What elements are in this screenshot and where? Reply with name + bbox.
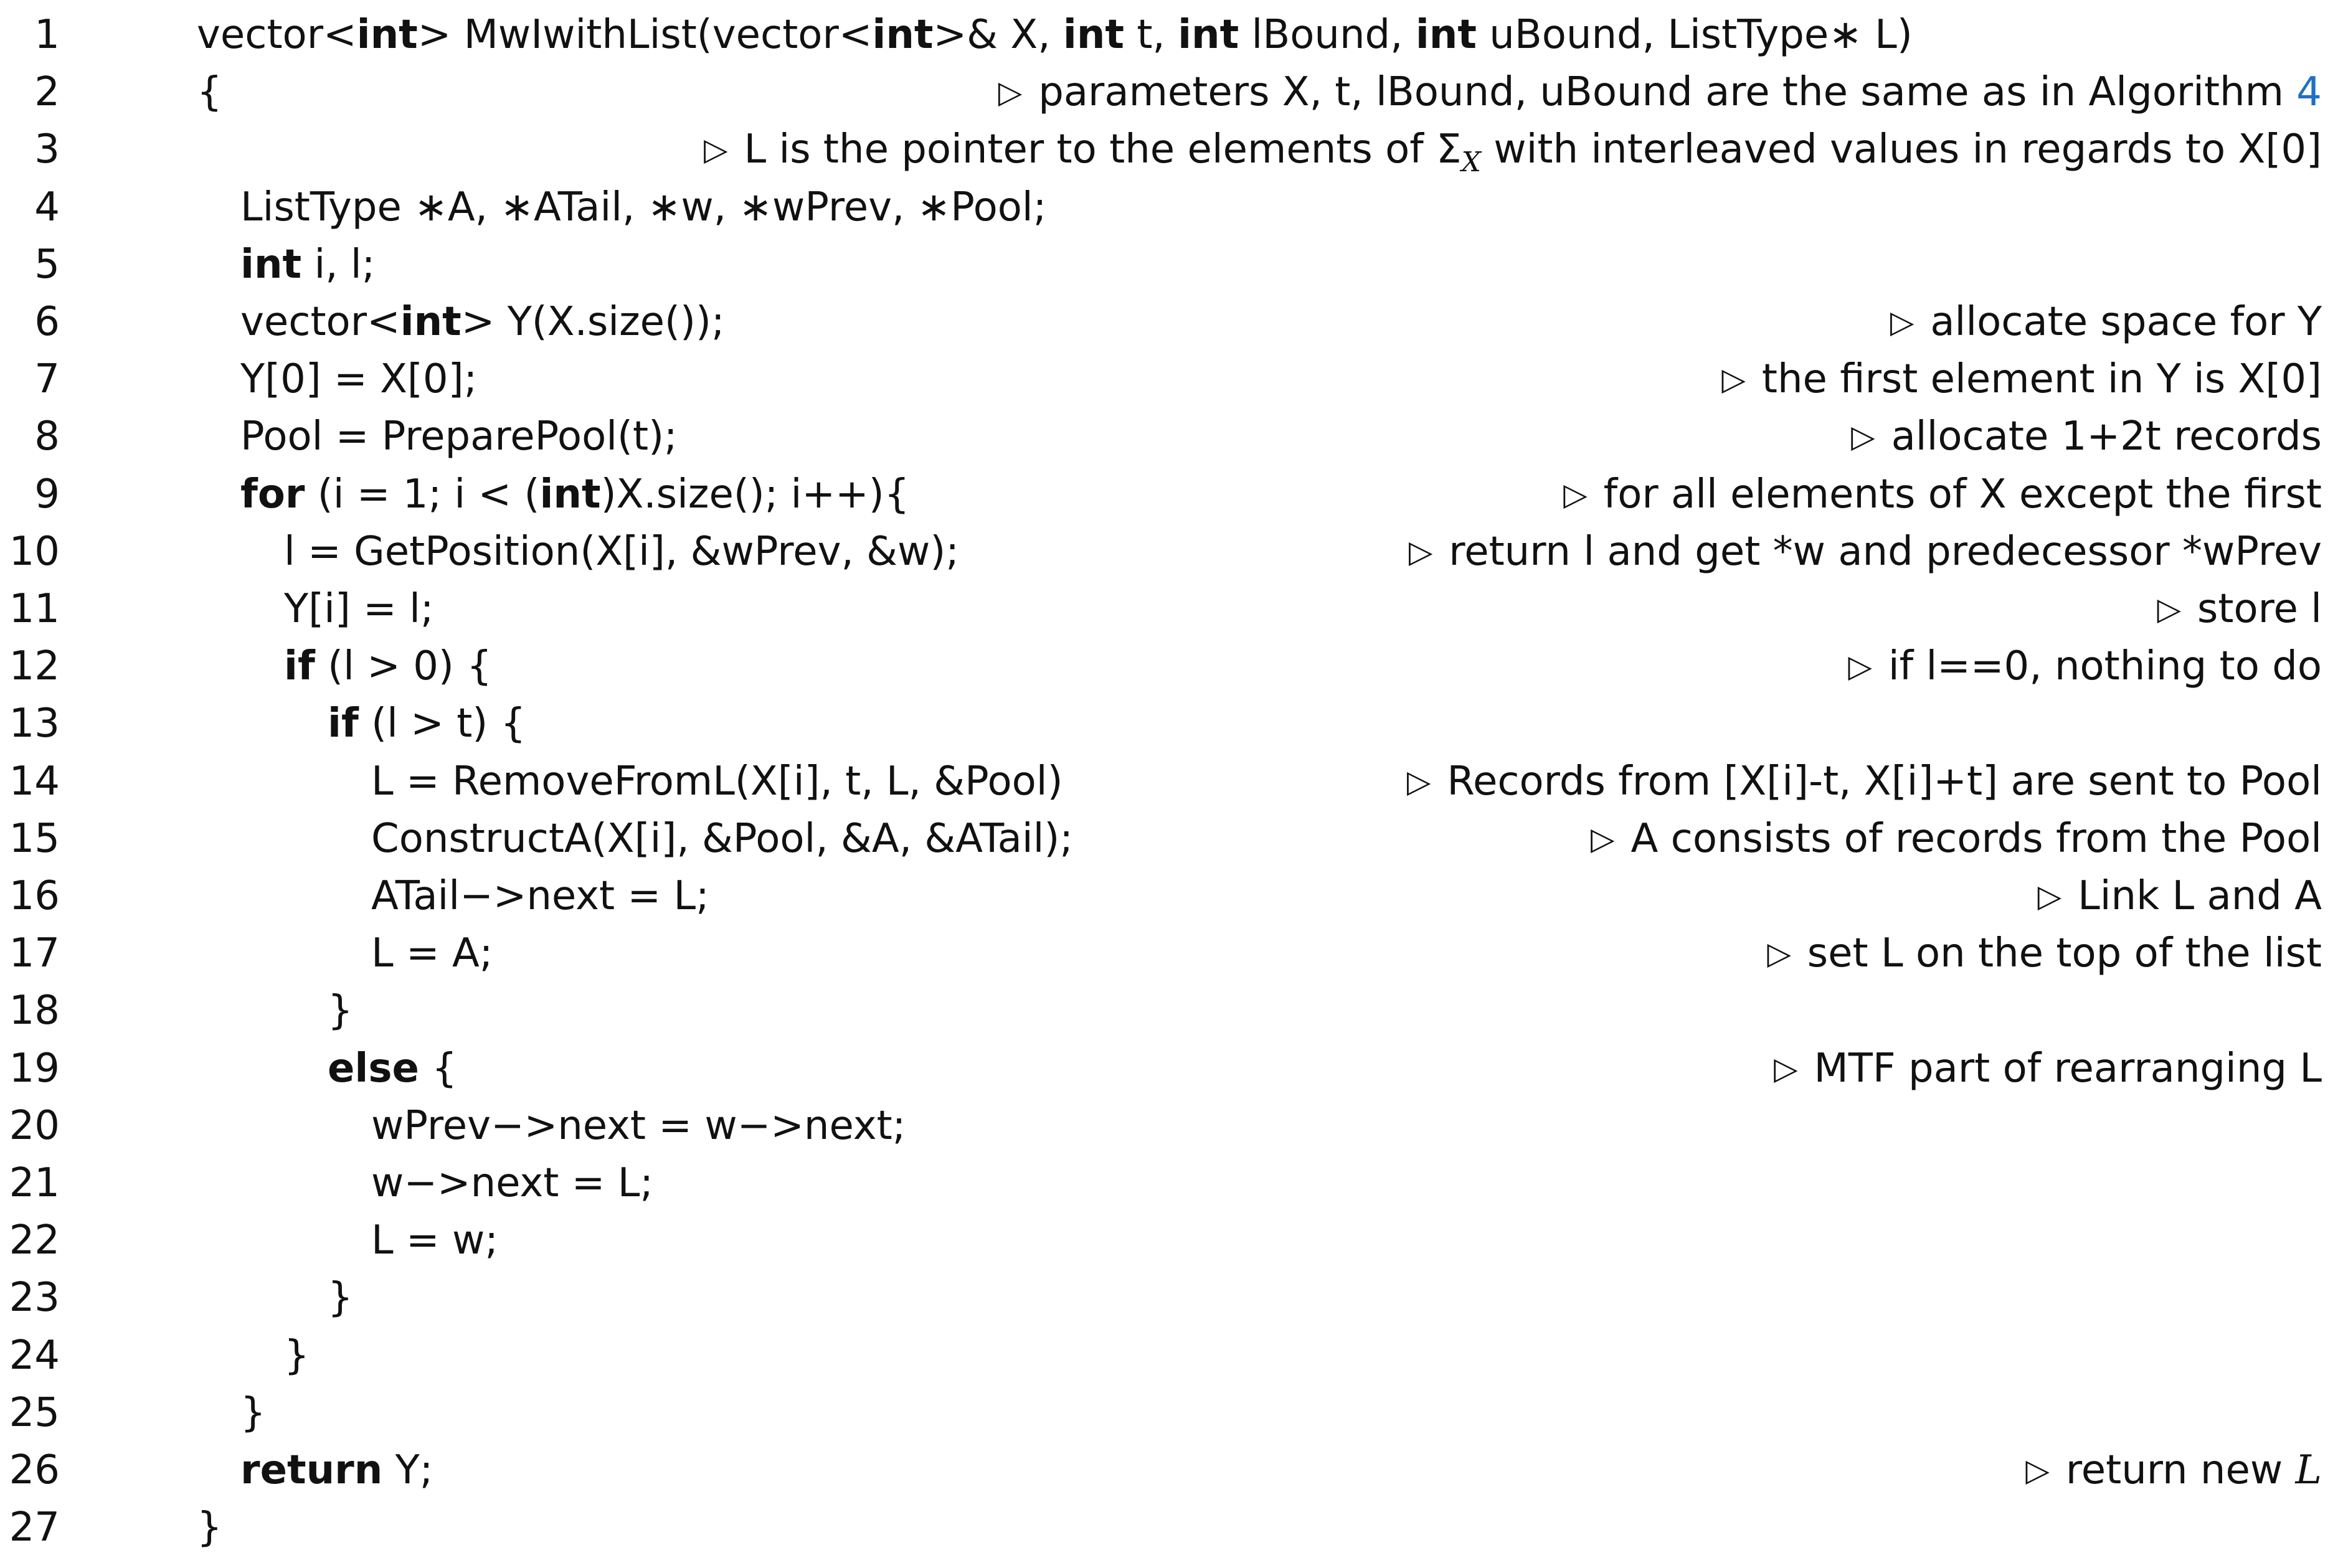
code-comment <box>998 64 2322 121</box>
line-number: 15 <box>9 815 60 862</box>
line-number: 23 <box>9 1275 60 1321</box>
code-line <box>0 810 2338 867</box>
code-comment <box>704 121 2322 178</box>
comment-triangle-icon: ▷ <box>1721 361 1746 398</box>
code-text: } <box>328 988 353 1034</box>
code-line <box>0 64 2338 121</box>
code-text: with interleaved values in regards to X[0] <box>1480 126 2322 173</box>
keyword: int <box>1415 12 1477 58</box>
code-statement <box>371 753 1063 810</box>
code-statement <box>240 236 375 293</box>
code-statement <box>240 1442 433 1499</box>
comment-triangle-icon: ▷ <box>2037 878 2062 914</box>
line-number: 12 <box>9 643 60 690</box>
code-comment <box>1591 810 2322 867</box>
line-number: 13 <box>9 701 60 747</box>
code-text: } <box>328 1275 353 1321</box>
code-text: (i = 1; i < ( <box>305 471 540 517</box>
code-text: return new <box>2065 1447 2296 1493</box>
code-line <box>0 1097 2338 1155</box>
code-text: } <box>197 1504 222 1551</box>
code-statement <box>371 1097 906 1155</box>
comment-triangle-icon: ▷ <box>1563 476 1588 512</box>
code-text: allocate 1+2t records <box>1891 413 2322 460</box>
code-line <box>0 1384 2338 1442</box>
comment-triangle-icon: ▷ <box>1408 533 1433 570</box>
code-text: L = w; <box>371 1217 498 1264</box>
keyword: if <box>284 643 315 690</box>
code-statement <box>284 523 959 580</box>
code-text: L = A; <box>371 930 493 977</box>
code-line <box>0 580 2338 638</box>
code-text: allocate space for Y <box>1930 299 2322 345</box>
code-statement <box>197 1499 222 1556</box>
code-text: A consists of records from the Pool <box>1630 815 2322 862</box>
code-comment <box>1721 351 2322 408</box>
code-line <box>0 466 2338 523</box>
line-number: 22 <box>9 1217 60 1264</box>
keyword: int <box>240 241 302 288</box>
code-comment <box>1767 925 2322 982</box>
code-comment <box>2038 867 2322 925</box>
line-number: 16 <box>9 873 60 919</box>
code-text: Records from [X[i]-t, X[i]+t] are sent to Pool <box>1447 758 2322 805</box>
code-comment <box>1563 466 2322 523</box>
code-line <box>0 408 2338 465</box>
code-text: ConstructA(X[i], &Pool, &A, &ATail); <box>371 815 1073 862</box>
code-line <box>0 1155 2338 1212</box>
code-line <box>0 695 2338 752</box>
line-number: 19 <box>9 1045 60 1092</box>
line-number: 8 <box>34 413 60 460</box>
keyword: int <box>400 299 461 345</box>
comment-triangle-icon: ▷ <box>1848 648 1872 685</box>
code-text: (l > t) { <box>358 701 526 747</box>
line-number: 14 <box>9 758 60 805</box>
subscript: X <box>1461 146 1481 179</box>
keyword: for <box>240 471 305 517</box>
code-statement <box>371 867 709 925</box>
code-text: vector< <box>197 12 357 58</box>
keyword: int <box>539 471 601 517</box>
code-line <box>0 1499 2338 1556</box>
code-line <box>0 523 2338 580</box>
code-line <box>0 1040 2338 1097</box>
code-statement <box>240 466 909 523</box>
line-number: 21 <box>9 1160 60 1206</box>
code-text: > Y(X.size()); <box>461 299 725 345</box>
code-comment <box>1409 523 2322 580</box>
line-number: 9 <box>34 471 60 517</box>
code-line <box>0 121 2338 178</box>
math-symbol: L <box>2295 1447 2322 1493</box>
code-text: set L on the top of the list <box>1807 930 2322 977</box>
line-number: 20 <box>9 1102 60 1149</box>
code-text: uBound, ListType∗ L) <box>1476 12 1913 58</box>
code-text: L = RemoveFromL(X[i], t, L, &Pool) <box>371 758 1063 805</box>
code-text: t, <box>1124 12 1178 58</box>
line-number: 26 <box>9 1447 60 1493</box>
line-number: 4 <box>34 184 60 230</box>
keyword: int <box>872 12 934 58</box>
code-text: lBound, <box>1239 12 1416 58</box>
code-text: L is the pointer to the elements of Σ <box>744 126 1462 173</box>
code-line <box>0 236 2338 293</box>
code-line <box>0 1269 2338 1326</box>
comment-triangle-icon: ▷ <box>1767 935 1791 972</box>
code-comment <box>1407 753 2322 810</box>
code-line <box>0 1327 2338 1384</box>
comment-triangle-icon: ▷ <box>1851 418 1875 455</box>
comment-triangle-icon: ▷ <box>1591 820 1615 857</box>
code-statement <box>284 580 433 638</box>
code-statement <box>328 695 526 752</box>
code-line <box>0 982 2338 1039</box>
code-comment <box>2157 580 2322 638</box>
code-text: for all elements of X except the first <box>1603 471 2322 517</box>
comment-triangle-icon: ▷ <box>704 131 728 168</box>
code-statement <box>240 293 725 351</box>
code-text: wPrev−>next = w−>next; <box>371 1102 906 1149</box>
code-line <box>0 179 2338 236</box>
line-number: 5 <box>34 241 60 288</box>
code-text: (l > 0) { <box>315 643 492 690</box>
code-text: )X.size(); i++){ <box>600 471 910 517</box>
code-line <box>0 753 2338 810</box>
keyword: int <box>1063 12 1124 58</box>
code-text: Y; <box>382 1447 433 1493</box>
line-number: 6 <box>34 299 60 345</box>
comment-triangle-icon: ▷ <box>2157 591 2181 627</box>
line-number: 27 <box>9 1504 60 1551</box>
code-statement <box>371 1155 653 1212</box>
code-statement <box>328 1269 353 1326</box>
code-line <box>0 351 2338 408</box>
line-number: 11 <box>9 586 60 632</box>
code-text: Link L and A <box>2078 873 2322 919</box>
code-text: parameters X, t, lBound, uBound are the same as in Algorithm <box>1038 69 2297 116</box>
code-text: Y[0] = X[0]; <box>240 356 478 403</box>
code-text: store l <box>2197 586 2322 632</box>
code-text: i, l; <box>301 241 376 288</box>
code-text: > MwIwithList(vector< <box>417 12 873 58</box>
code-statement <box>240 408 678 465</box>
line-number: 3 <box>34 126 60 173</box>
code-text: >& X, <box>933 12 1063 58</box>
code-statement <box>197 64 222 121</box>
code-line <box>0 6 2338 64</box>
code-text: } <box>240 1389 266 1436</box>
code-text: return l and get *w and predecessor *wPrev <box>1449 528 2322 575</box>
code-statement <box>328 1040 457 1097</box>
code-statement <box>284 638 492 695</box>
keyword: int <box>356 12 418 58</box>
comment-triangle-icon: ▷ <box>2025 1452 2050 1488</box>
line-number: 1 <box>34 12 60 58</box>
code-statement <box>240 1384 266 1442</box>
code-statement <box>197 6 1913 64</box>
code-line <box>0 1442 2338 1499</box>
line-number: 10 <box>9 528 60 575</box>
code-statement <box>240 179 1046 236</box>
code-text: w−>next = L; <box>371 1160 653 1206</box>
code-comment <box>1774 1040 2322 1097</box>
line-number: 7 <box>34 356 60 403</box>
line-number: 17 <box>9 930 60 977</box>
code-text: vector< <box>240 299 400 345</box>
algorithm-reference-link[interactable]: 4 <box>2296 69 2322 116</box>
code-text: Pool = PreparePool(t); <box>240 413 678 460</box>
code-statement <box>240 351 477 408</box>
comment-triangle-icon: ▷ <box>1774 1050 1798 1087</box>
code-text: ATail−>next = L; <box>371 873 709 919</box>
code-statement <box>328 982 353 1039</box>
line-number: 18 <box>9 988 60 1034</box>
keyword: int <box>1178 12 1239 58</box>
code-comment <box>1848 638 2322 695</box>
comment-triangle-icon: ▷ <box>1406 763 1431 800</box>
code-text: the first element in Y is X[0] <box>1761 356 2322 403</box>
line-number: 25 <box>9 1389 60 1436</box>
code-statement <box>284 1327 310 1384</box>
code-line <box>0 1212 2338 1269</box>
line-number: 2 <box>34 69 60 116</box>
code-statement <box>371 810 1073 867</box>
code-text: l = GetPosition(X[i], &wPrev, &w); <box>284 528 959 575</box>
comment-triangle-icon: ▷ <box>998 74 1023 111</box>
keyword: else <box>328 1045 419 1092</box>
keyword: if <box>328 701 359 747</box>
code-comment <box>1851 408 2322 465</box>
code-text: Y[i] = l; <box>284 586 434 632</box>
code-text: MTF part of rearranging L <box>1814 1045 2322 1092</box>
code-comment <box>2025 1442 2322 1499</box>
line-number: 24 <box>9 1332 60 1379</box>
code-text: { <box>197 69 222 116</box>
comment-triangle-icon: ▷ <box>1890 304 1914 340</box>
code-line <box>0 293 2338 351</box>
code-text: if l==0, nothing to do <box>1888 643 2322 690</box>
code-text: ListType ∗A, ∗ATail, ∗w, ∗wPrev, ∗Pool; <box>240 184 1047 230</box>
code-statement <box>371 925 493 982</box>
keyword: return <box>240 1447 383 1493</box>
code-text: } <box>284 1332 310 1379</box>
code-comment <box>1890 293 2322 351</box>
code-line <box>0 925 2338 982</box>
code-statement <box>371 1212 498 1269</box>
code-text: { <box>419 1045 457 1092</box>
code-line <box>0 867 2338 925</box>
code-line <box>0 638 2338 695</box>
